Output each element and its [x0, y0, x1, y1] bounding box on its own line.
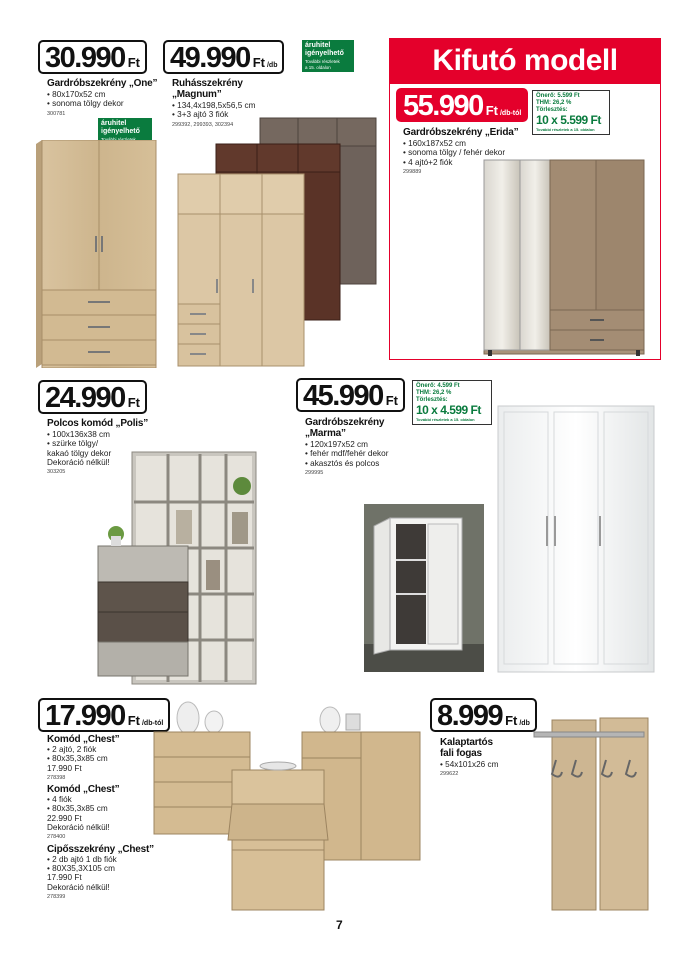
- wardrobe-one-image: [36, 140, 158, 368]
- product-code: 278400: [47, 834, 66, 841]
- title-line: „Magnum”: [172, 89, 222, 100]
- spec-line: • 80x35,3x85 cm: [47, 804, 108, 814]
- credit-installment: 10 x 4.599 Ft: [416, 403, 481, 417]
- price-box-magnum: [163, 40, 284, 74]
- currency-fogas: Ft: [505, 713, 518, 728]
- chest-item-title: Komód „Chest”: [47, 784, 120, 796]
- price-erida: 55.990: [403, 90, 483, 122]
- product-code: 278398: [47, 774, 66, 781]
- spec-line: 17.990 Ft: [47, 763, 82, 773]
- badge-title: igényelhető: [101, 128, 140, 135]
- spec-line: 17.990 Ft: [47, 873, 82, 883]
- credit-note: További részletek a 15. oldalon: [416, 417, 475, 422]
- title-polis: Polcos komód „Polis”: [47, 418, 149, 429]
- specs-marma: [305, 440, 388, 478]
- spec-line: • 100x136x38 cm: [47, 430, 110, 439]
- spec-line: • 3+3 ajtó 3 fiók: [172, 110, 229, 120]
- marma-open-image: [364, 504, 484, 672]
- polis-shelf-image: [96, 450, 260, 686]
- credit-line: Önerő: 5.599 Ft: [536, 93, 580, 99]
- unit-suffix-fogas: /db: [519, 720, 530, 727]
- credit-note: További részletek a 15. oldalon: [536, 127, 595, 132]
- spec-line: • fehér mdf/fehér dekor: [305, 449, 389, 459]
- product-code: 299995: [305, 469, 324, 476]
- price-chest: 17.990: [45, 700, 125, 732]
- price-box-chest: [38, 698, 170, 732]
- spec-line: 22.990 Ft: [47, 813, 82, 823]
- spec-line: • akasztós és polcos: [305, 458, 380, 468]
- credit-line: Törlesztés:: [536, 107, 568, 113]
- spec-line: • 160x187x52 cm: [403, 139, 466, 148]
- spec-line: • 80x35,3x85 cm: [47, 754, 108, 764]
- title-line: „Marma”: [305, 428, 346, 439]
- specs-fogas: [440, 760, 498, 780]
- spec-line: • sonoma tölgy / fehér dekor: [403, 148, 506, 158]
- specs-one: [47, 90, 124, 119]
- spec-line: • szürke tölgy/: [47, 439, 99, 449]
- currency-magnum: Ft: [252, 55, 265, 70]
- credit-info-marma: [412, 380, 492, 425]
- currency-polis: Ft: [127, 395, 140, 410]
- product-code: 278399: [47, 893, 66, 900]
- spec-line: • 120x197x52 cm: [305, 440, 368, 449]
- product-code: 299392, 299393, 302394: [172, 121, 234, 128]
- chest-item-specs: [47, 855, 154, 902]
- chest-item-specs: [47, 795, 154, 842]
- spec-line: • 4 ajtó+2 fiók: [403, 157, 453, 167]
- badge-title: áruhitel: [101, 120, 127, 127]
- spec-line: • 134,4x198,5x56,5 cm: [172, 101, 256, 110]
- price-box-fogas: [430, 698, 537, 732]
- spec-line: • sonoma tölgy dekor: [47, 99, 124, 109]
- title-line: Kalaptartós: [440, 737, 493, 748]
- title-line: Gardróbszekrény: [305, 417, 385, 428]
- chest-item-specs: [47, 745, 154, 783]
- credit-installment: 10 x 5.599 Ft: [536, 113, 601, 127]
- badge-sub: a 15. oldalon: [305, 64, 331, 70]
- spec-line: Dekoráció nélkül!: [47, 882, 110, 892]
- price-box-erida: [396, 88, 528, 122]
- price-box-one: [38, 40, 147, 74]
- price-marma: 45.990: [303, 380, 383, 412]
- title-line: Ruhásszekrény: [172, 78, 243, 89]
- currency-marma: Ft: [385, 393, 398, 408]
- price-fogas: 8.999: [437, 700, 503, 732]
- spec-line: kakaó tölgy dekor: [47, 448, 112, 458]
- credit-line: THM: 26,2 %: [416, 390, 452, 396]
- credit-line: Önerő: 4.599 Ft: [416, 383, 460, 389]
- currency-erida: Ft: [485, 103, 498, 118]
- spec-line: • 54x101x26 cm: [440, 760, 499, 769]
- unit-suffix-chest: /db-tól: [141, 720, 164, 727]
- price-polis: 24.990: [45, 382, 125, 414]
- credit-line: THM: 26,2 %: [536, 100, 572, 106]
- product-code: 303205: [47, 469, 66, 476]
- unit-suffix-magnum: /db: [266, 62, 278, 69]
- currency-chest: Ft: [127, 713, 140, 728]
- currency-one: Ft: [127, 55, 140, 70]
- wardrobe-erida-image: [482, 158, 646, 358]
- badge-title: áruhitel: [305, 42, 331, 49]
- chest-furniture-image: [152, 700, 424, 912]
- spec-line: • 80x170x52 cm: [47, 90, 106, 99]
- title-line: fali fogas: [440, 748, 482, 759]
- price-box-polis: [38, 380, 147, 414]
- title-erida: Gardróbszekrény „Erida”: [403, 127, 519, 138]
- credit-badge-2: [302, 40, 354, 72]
- price-box-marma: [296, 378, 405, 412]
- spec-line: • 80X35,3X105 cm: [47, 863, 115, 873]
- product-code: 300781: [47, 110, 66, 117]
- credit-info-erida: [532, 90, 610, 135]
- price-one: 30.990: [45, 42, 125, 74]
- product-code: 299889: [403, 168, 422, 175]
- price-magnum: 49.990: [170, 42, 250, 74]
- chest-item-title: Cipősszekrény „Chest”: [47, 843, 154, 855]
- wardrobe-marma-image: [496, 404, 656, 674]
- chest-items: [47, 734, 154, 902]
- title-marma: [305, 417, 384, 439]
- title-one: Gardróbszekrény „One”: [47, 78, 158, 89]
- coat-rack-image: [532, 716, 656, 914]
- unit-suffix-erida: /db-tól: [499, 110, 522, 117]
- product-code: 299622: [440, 771, 459, 778]
- chest-item-title: Komód „Chest”: [47, 734, 120, 745]
- title-magnum: [172, 78, 243, 100]
- credit-line: Törlesztés:: [416, 397, 448, 403]
- badge-sub: További részletek: [305, 59, 340, 64]
- wardrobe-magnum-image: [176, 116, 382, 368]
- spec-line: Dekoráció nélkül!: [47, 457, 110, 467]
- spec-line: • 2 db ajtó 1 db fiók: [47, 854, 117, 864]
- badge-title: igényelhető: [305, 50, 344, 57]
- page-number: 7: [336, 918, 343, 932]
- title-fogas: [440, 737, 493, 759]
- spec-line: • 2 ajtó, 2 fiók: [47, 745, 97, 754]
- spec-line: • 4 fiók: [47, 795, 72, 805]
- banner-kifuto-modell: Kifutó modell: [389, 38, 661, 84]
- spec-line: Dekoráció nélkül!: [47, 823, 110, 833]
